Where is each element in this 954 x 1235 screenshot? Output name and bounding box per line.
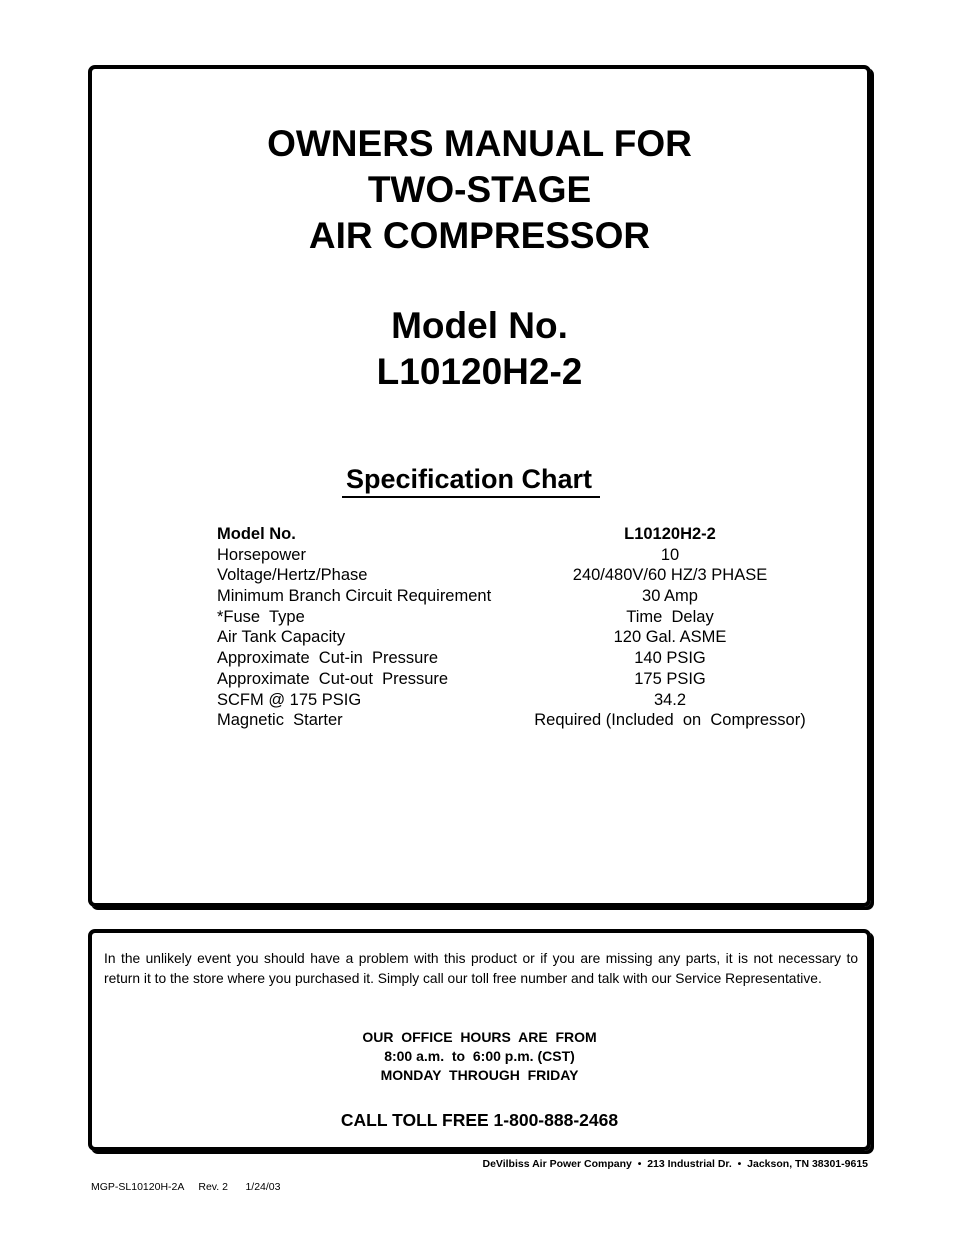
spec-label: Air Tank Capacity: [217, 628, 346, 647]
document-code: MGP-SL10120H-2A Rev. 2 1/24/03: [91, 1181, 281, 1193]
cover-box: [88, 65, 871, 907]
spec-value: Required (Included on Compressor): [534, 711, 806, 730]
spec-row: [217, 545, 827, 566]
spec-row: [217, 565, 827, 586]
spec-chart-heading: Specification Chart: [342, 463, 600, 498]
office-hours-line-3: MONDAY THROUGH FRIDAY: [380, 1067, 579, 1083]
spec-value: 175 PSIG: [634, 669, 706, 688]
model-label: Model No.: [391, 305, 568, 346]
spec-label: Minimum Branch Circuit Requirement: [217, 587, 492, 606]
spec-label: Magnetic Starter: [217, 711, 343, 730]
toll-free-number: CALL TOLL FREE 1-800-888-2468: [340, 1110, 619, 1130]
service-info-box: [88, 929, 871, 1151]
spec-value: 120 Gal. ASME: [613, 628, 727, 647]
model-number: L10120H2-2: [376, 351, 583, 392]
spec-table: [217, 524, 827, 731]
spec-label: Horsepower: [217, 545, 306, 564]
company-address: DeVilbiss Air Power Company • 213 Industrial Dr. • Jackson, TN 38301-9615: [482, 1158, 868, 1170]
manual-title: [92, 121, 867, 259]
spec-row: [217, 690, 827, 711]
spec-label: *Fuse Type: [217, 607, 305, 626]
spec-label: SCFM @ 175 PSIG: [217, 690, 362, 709]
spec-row: [217, 710, 827, 731]
office-hours: [92, 1028, 867, 1085]
spec-label: Voltage/Hertz/Phase: [217, 566, 368, 585]
spec-row: [217, 648, 827, 669]
spec-label: Approximate Cut-out Pressure: [217, 669, 449, 688]
spec-value: Time Delay: [626, 607, 714, 626]
spec-row: [217, 669, 827, 690]
spec-chart-heading-wrap: [328, 463, 614, 498]
spec-value: 10: [660, 545, 680, 564]
title-line-3: AIR COMPRESSOR: [308, 215, 651, 256]
spec-header-row: [217, 524, 827, 545]
office-hours-line-1: OUR OFFICE HOURS ARE FROM: [362, 1029, 597, 1045]
spec-value: 30 Amp: [642, 587, 698, 606]
spec-row: [217, 627, 827, 648]
spec-value: 140 PSIG: [634, 649, 706, 668]
spec-label: Approximate Cut-in Pressure: [217, 649, 439, 668]
title-line-2: TWO-STAGE: [367, 169, 592, 210]
spec-row: [217, 607, 827, 628]
spec-value: 240/480V/60 HZ/3 PHASE: [572, 566, 768, 585]
model-heading: [92, 303, 867, 395]
spec-row: [217, 586, 827, 607]
spec-header-value: L10120H2-2: [624, 525, 716, 543]
service-info-paragraph: In the unlikely event you should have a problem with this product or if you are missing any parts, it is not necessary to return it to the store where you purchased it. Simply call our toll free number and talk with our Service Representative.: [104, 951, 858, 986]
spec-header-label: Model No.: [217, 525, 296, 543]
title-line-1: OWNERS MANUAL FOR: [267, 123, 692, 164]
spec-value: 34.2: [653, 690, 687, 709]
office-hours-line-2: 8:00 a.m. to 6:00 p.m. (CST): [384, 1048, 575, 1064]
